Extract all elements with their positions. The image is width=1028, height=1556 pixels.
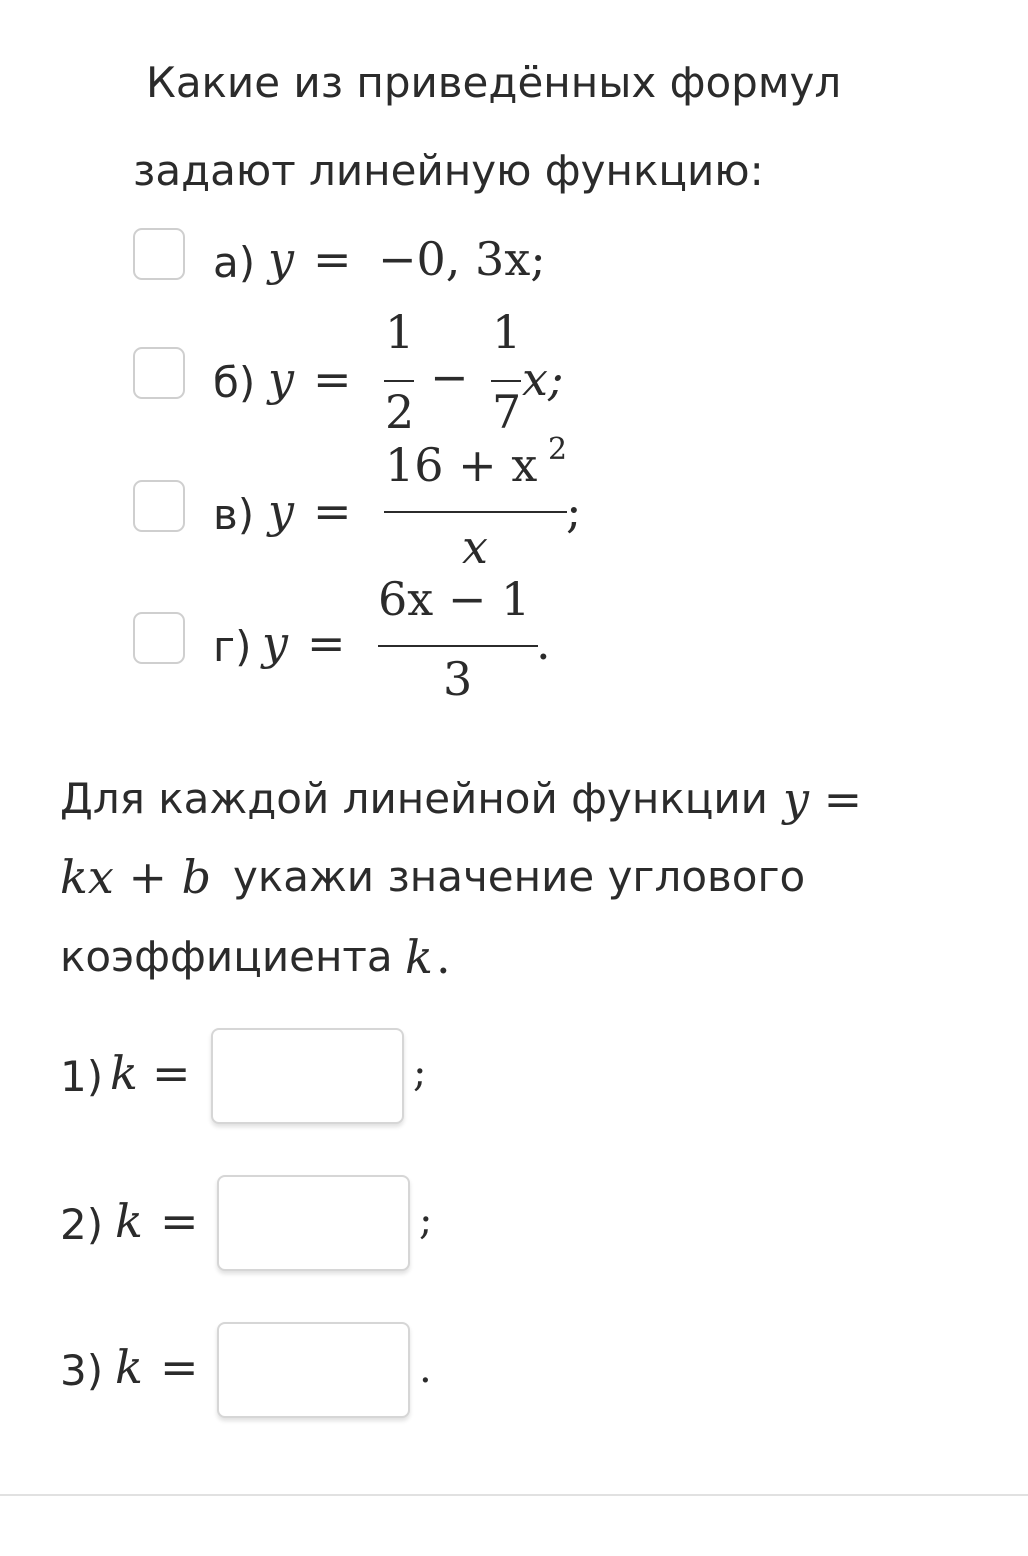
option-b-tail: x; <box>522 352 564 406</box>
option-c-den: x <box>462 520 488 574</box>
option-b-fraction-bar-1 <box>384 380 414 382</box>
option-c-num: 16 + x <box>385 438 538 492</box>
answer-2-box[interactable] <box>217 1175 410 1271</box>
question-line-1: Какие из приведённых формул <box>146 58 842 107</box>
answer-1-input[interactable] <box>213 1030 406 1124</box>
question2-line-3-math: k <box>405 930 433 984</box>
checkbox-option-c[interactable] <box>133 480 185 532</box>
option-b-y: y <box>268 352 294 406</box>
answer-2-input[interactable] <box>219 1177 412 1271</box>
option-c-tail: ; <box>566 484 582 538</box>
option-b-den1: 2 <box>385 385 415 439</box>
question2-line-1-math: y = <box>783 772 863 826</box>
checkbox-option-b[interactable] <box>133 347 185 399</box>
option-b-eq: = <box>313 352 352 406</box>
answer-3-label: 3) <box>60 1346 104 1395</box>
option-b-minus: − <box>430 350 469 404</box>
option-b-num2: 1 <box>492 305 522 359</box>
answer-1-var: k <box>110 1046 138 1100</box>
option-a-expr: −0, 3x; <box>378 232 546 286</box>
answer-3-box[interactable] <box>217 1322 410 1418</box>
answer-1-box[interactable] <box>211 1028 404 1124</box>
question2-line-2-math: kx + b <box>60 850 212 904</box>
option-b-fraction-bar-2 <box>491 380 521 382</box>
bottom-divider <box>0 1494 1028 1496</box>
answer-1-label: 1) <box>60 1052 104 1101</box>
option-c-exponent: 2 <box>548 432 568 467</box>
answer-3-var: k <box>115 1340 143 1394</box>
option-d-fraction-bar <box>378 645 538 647</box>
answer-2-label: 2) <box>60 1200 104 1249</box>
option-c-label: в) <box>213 490 255 539</box>
option-d-num: 6x − 1 <box>378 572 531 626</box>
option-d-label: г) <box>213 622 252 671</box>
option-a-eq: = <box>313 232 352 286</box>
answer-1-eq: = <box>152 1046 191 1100</box>
answer-3-eq: = <box>160 1340 199 1394</box>
question2-line-3-text: коэффициента <box>60 932 393 981</box>
option-d-y: y <box>262 616 288 670</box>
option-c-eq: = <box>313 484 352 538</box>
question-line-2: задают линейную функцию: <box>133 146 764 195</box>
answer-1-end: ; <box>413 1050 427 1096</box>
answer-3-end: . <box>419 1346 432 1392</box>
question2-line-1-text: Для каждой линейной функции <box>60 774 768 823</box>
option-a-label: а) <box>213 238 256 287</box>
question2-line-2-text: укажи значение углового <box>233 852 806 901</box>
option-b-den2: 7 <box>492 385 522 439</box>
answer-2-var: k <box>115 1194 143 1248</box>
option-b-num1: 1 <box>385 305 415 359</box>
option-d-den: 3 <box>443 652 473 706</box>
option-d-tail: . <box>536 616 551 670</box>
option-c-y: y <box>268 484 294 538</box>
checkbox-option-a[interactable] <box>133 228 185 280</box>
answer-2-eq: = <box>160 1194 199 1248</box>
option-a-y: y <box>268 232 294 286</box>
question2-line-3-end: . <box>436 930 451 984</box>
option-d-eq: = <box>307 616 346 670</box>
answer-3-input[interactable] <box>219 1324 412 1418</box>
checkbox-option-d[interactable] <box>133 612 185 664</box>
answer-2-end: ; <box>419 1198 433 1244</box>
option-c-fraction-bar <box>384 511 567 513</box>
option-b-label: б) <box>213 358 256 407</box>
